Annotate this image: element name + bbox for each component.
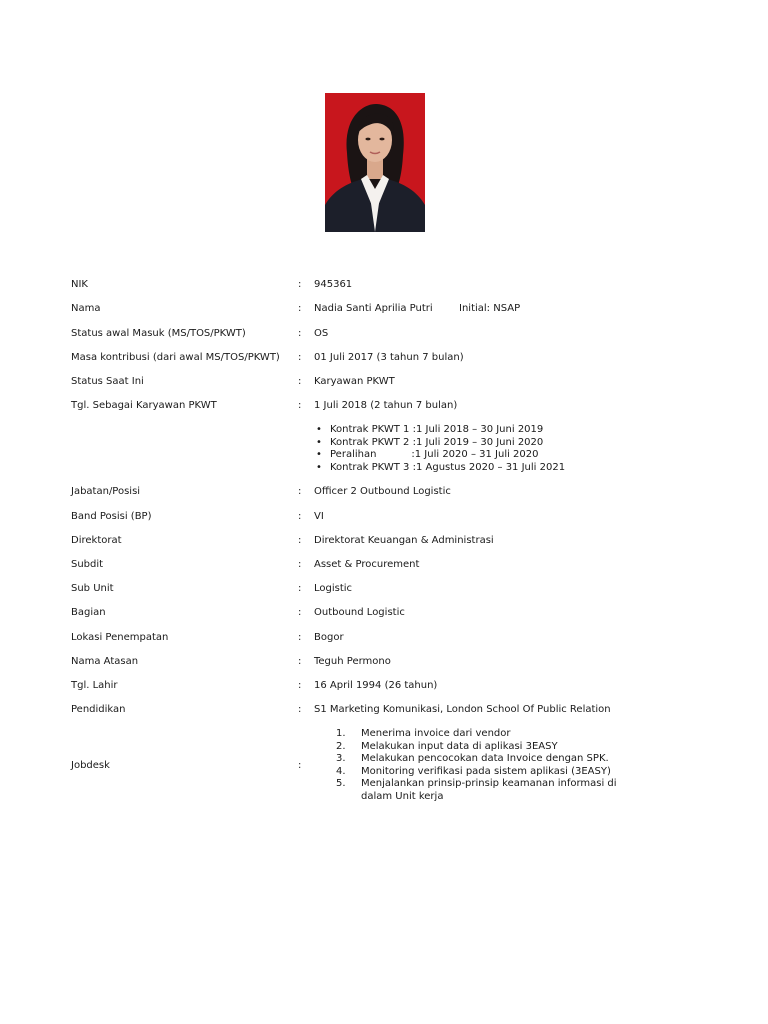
jobdesk-list bbox=[331, 728, 631, 803]
contract-item: • Kontrak PKWT 2 :1 Juli 2019 – 30 Juni 2020 bbox=[314, 437, 565, 450]
field-value: Officer 2 Outbound Logistic bbox=[314, 486, 451, 497]
field-row-band-posisi bbox=[0, 510, 768, 524]
jobdesk-text: Melakukan input data di aplikasi 3EASY bbox=[361, 740, 558, 752]
field-colon: : bbox=[298, 511, 302, 522]
field-label: Nama Atasan bbox=[71, 656, 139, 667]
field-row-pendidikan bbox=[0, 703, 768, 717]
field-row-status-awal bbox=[0, 327, 768, 341]
contract-item: • Kontrak PKWT 1 :1 Juli 2018 – 30 Juni 2019 bbox=[314, 424, 565, 437]
jobdesk-item bbox=[331, 741, 631, 754]
field-label: Status Saat Ini bbox=[71, 376, 144, 387]
field-colon: : bbox=[298, 400, 302, 411]
field-value: Asset & Procurement bbox=[314, 559, 420, 570]
field-colon: : bbox=[298, 279, 302, 290]
field-value: Logistic bbox=[314, 583, 353, 594]
field-label: Tgl. Sebagai Karyawan PKWT bbox=[71, 400, 217, 411]
field-label: Sub Unit bbox=[71, 583, 114, 594]
field-label: Lokasi Penempatan bbox=[71, 632, 169, 643]
field-row-sub-unit bbox=[0, 582, 768, 596]
jobdesk-item bbox=[331, 766, 631, 779]
field-value: 1 Juli 2018 (2 tahun 7 bulan) bbox=[314, 400, 458, 411]
contract-list bbox=[314, 424, 565, 474]
field-value: S1 Marketing Komunikasi, London School Of Public Relation bbox=[314, 704, 611, 715]
field-value: Nadia Santi Aprilia Putri bbox=[314, 303, 433, 314]
field-row-lokasi bbox=[0, 631, 768, 645]
field-label: Nama bbox=[71, 303, 101, 314]
field-label: Status awal Masuk (MS/TOS/PKWT) bbox=[71, 328, 246, 339]
jobdesk-text: Monitoring verifikasi pada sistem aplikasi (3EASY) bbox=[361, 765, 611, 777]
field-colon: : bbox=[298, 303, 302, 314]
field-row-tgl-lahir bbox=[0, 679, 768, 693]
field-value: 01 Juli 2017 (3 tahun 7 bulan) bbox=[314, 352, 464, 363]
field-colon: : bbox=[298, 680, 302, 691]
field-colon: : bbox=[298, 376, 302, 387]
field-label: Direktorat bbox=[71, 535, 122, 546]
field-colon: : bbox=[298, 632, 302, 643]
field-label: Subdit bbox=[71, 559, 104, 570]
field-colon: : bbox=[298, 760, 302, 771]
field-colon: : bbox=[298, 607, 302, 618]
jobdesk-number: 2. bbox=[336, 740, 346, 752]
jobdesk-item bbox=[331, 728, 631, 741]
field-value: Direktorat Keuangan & Administrasi bbox=[314, 535, 494, 546]
field-row-jabatan bbox=[0, 485, 768, 499]
field-label: NIK bbox=[71, 279, 88, 290]
portrait-photo bbox=[325, 93, 425, 232]
field-row-masa-kontribusi bbox=[0, 351, 768, 365]
field-colon: : bbox=[298, 704, 302, 715]
field-row-subdit bbox=[0, 558, 768, 572]
field-label: Band Posisi (BP) bbox=[71, 511, 152, 522]
jobdesk-text: Menjalankan prinsip-prinsip keamanan informasi di dalam Unit kerja bbox=[361, 778, 617, 802]
field-value: Outbound Logistic bbox=[314, 607, 405, 618]
field-row-nama bbox=[0, 302, 768, 316]
field-label: Bagian bbox=[71, 607, 106, 618]
field-colon: : bbox=[298, 656, 302, 667]
field-value: 945361 bbox=[314, 279, 353, 290]
field-row-bagian bbox=[0, 606, 768, 620]
field-colon: : bbox=[298, 486, 302, 497]
field-colon: : bbox=[298, 352, 302, 363]
contract-item: • Kontrak PKWT 3 :1 Agustus 2020 – 31 Juli 2021 bbox=[314, 462, 565, 475]
field-value: Karyawan PKWT bbox=[314, 376, 395, 387]
field-label: Jobdesk bbox=[71, 760, 110, 771]
field-value: Teguh Permono bbox=[314, 656, 391, 667]
field-colon: : bbox=[298, 328, 302, 339]
jobdesk-number: 1. bbox=[336, 728, 346, 739]
jobdesk-item bbox=[331, 778, 631, 803]
field-label: Pendidikan bbox=[71, 704, 126, 715]
field-label: Jabatan/Posisi bbox=[71, 486, 141, 497]
jobdesk-text: Menerima invoice dari vendor bbox=[361, 728, 511, 739]
contract-item: • Peralihan :1 Juli 2020 – 31 Juli 2020 bbox=[314, 449, 565, 462]
field-row-nik bbox=[0, 278, 768, 292]
field-colon: : bbox=[298, 535, 302, 546]
initial-value: Initial: NSAP bbox=[459, 303, 521, 314]
field-row-status-saat-ini bbox=[0, 375, 768, 389]
field-colon: : bbox=[298, 583, 302, 594]
field-value: Bogor bbox=[314, 632, 344, 643]
jobdesk-number: 3. bbox=[336, 753, 346, 764]
field-label: Masa kontribusi (dari awal MS/TOS/PKWT) bbox=[71, 352, 280, 363]
field-row-tgl-pkwt bbox=[0, 399, 768, 413]
jobdesk-number: 5. bbox=[336, 778, 346, 789]
field-label: Tgl. Lahir bbox=[71, 680, 118, 691]
jobdesk-text: Melakukan pencocokan data Invoice dengan SPK. bbox=[361, 753, 609, 764]
field-colon: : bbox=[298, 559, 302, 570]
portrait-illustration bbox=[325, 93, 425, 232]
jobdesk-number: 4. bbox=[336, 765, 346, 777]
field-row-nama-atasan bbox=[0, 655, 768, 669]
field-value: VI bbox=[314, 511, 324, 522]
field-row-direktorat bbox=[0, 534, 768, 548]
field-value: 16 April 1994 (26 tahun) bbox=[314, 680, 438, 691]
jobdesk-item bbox=[331, 753, 631, 766]
field-value: OS bbox=[314, 328, 329, 339]
